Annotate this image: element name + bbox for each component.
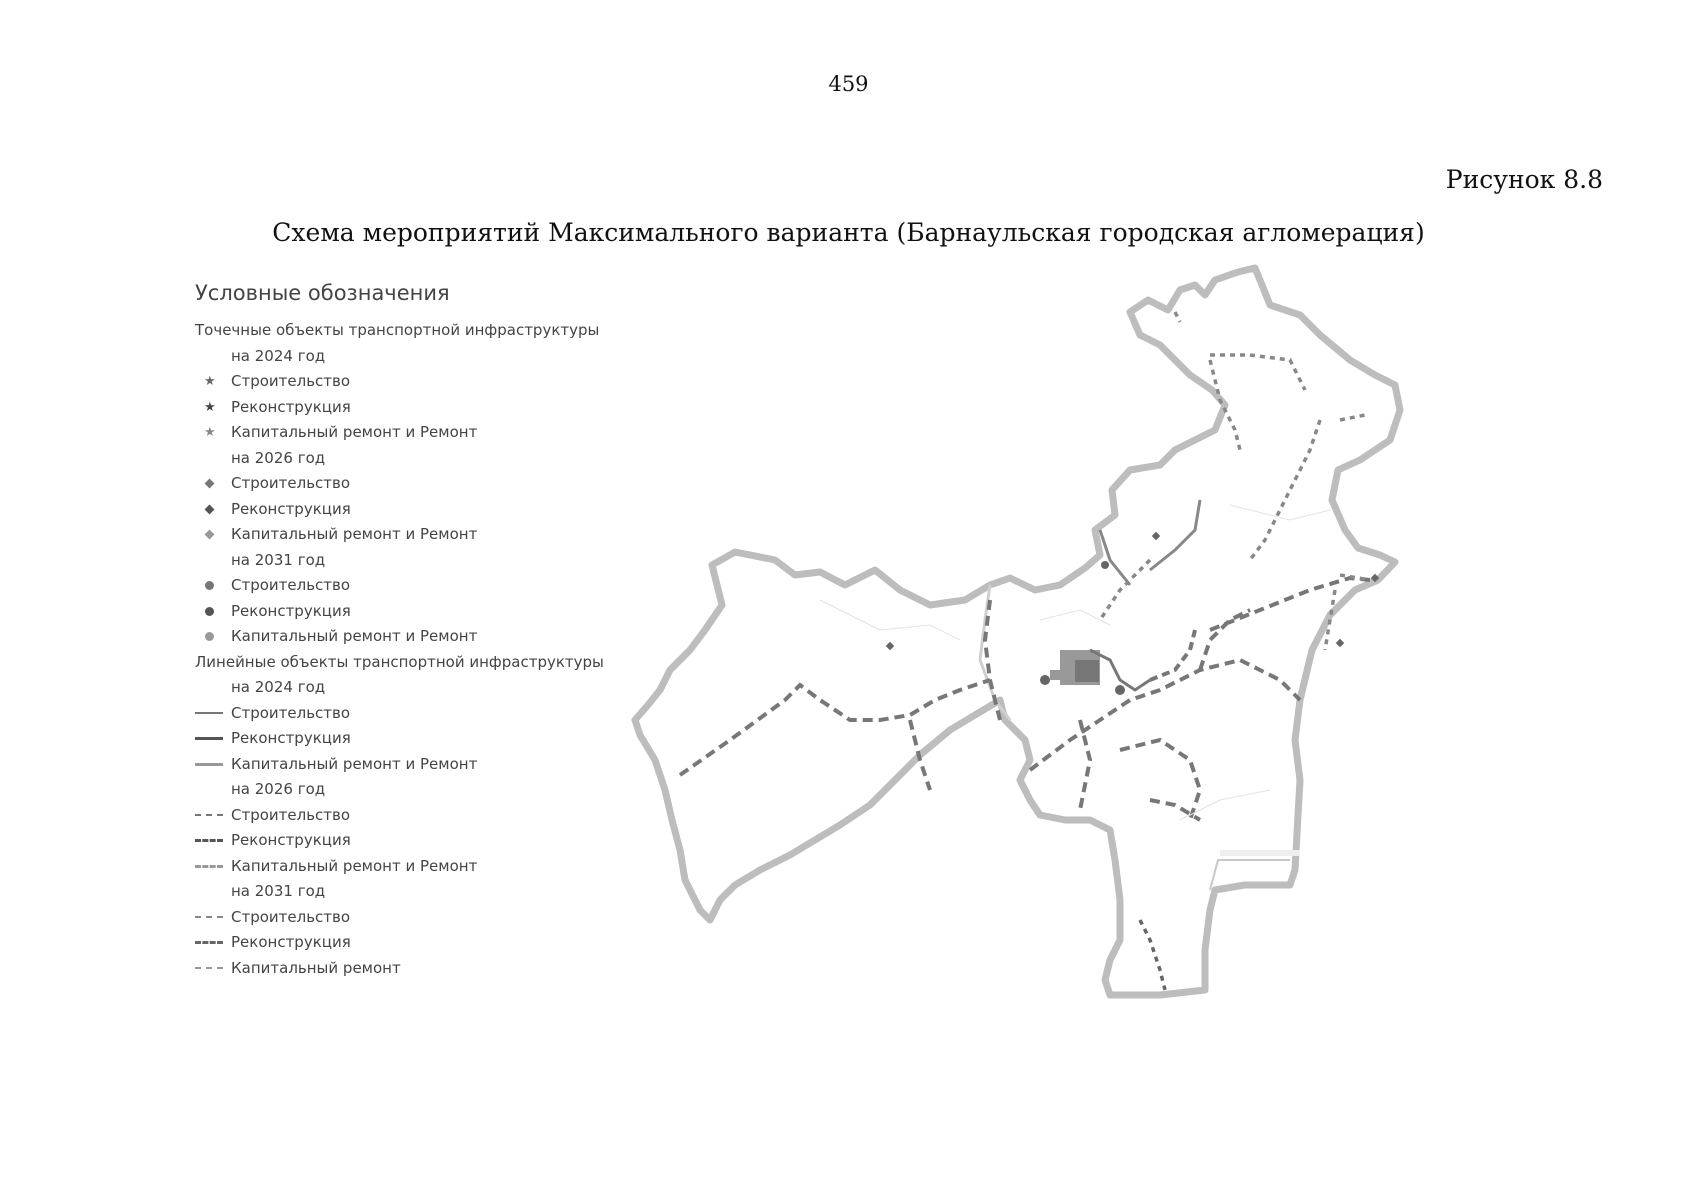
legend-point-2026-reconstruction (195, 497, 615, 523)
diamond-symbol-icon (205, 479, 215, 489)
page-number: 459 (828, 72, 869, 96)
legend-item-label: Реконструкция (231, 729, 351, 747)
legend-item-label: Капитальный ремонт и Ремонт (231, 754, 478, 773)
legend-item-label: Строительство (231, 576, 351, 594)
legend-line-group-label: Линейные объекты транспортной инфраструктуры (195, 652, 604, 671)
road-2031-segment (1340, 415, 1365, 420)
legend-line-2024-reconstruction (195, 726, 615, 752)
road-2031-segment (1175, 312, 1180, 322)
agglomeration-boundary (635, 268, 1400, 995)
legend-item-label: Капитальный ремонт и Ремонт (231, 627, 478, 645)
star-symbol-icon: ★ (204, 425, 216, 440)
dot-symbol-icon (205, 632, 214, 641)
legend-item-label: Капитальный ремонт и Ремонт (231, 423, 478, 441)
dashed-line-icon (195, 839, 223, 842)
road-2031-segment (1210, 355, 1305, 390)
star-symbol-icon: ★ (204, 399, 216, 415)
legend-line-2031-reconstruction (195, 930, 615, 956)
legend-line-2026-reconstruction (195, 828, 615, 854)
star-symbol-icon: ★ (204, 374, 216, 389)
road-2026-segment (1080, 720, 1090, 810)
legend-point-2031-repair (195, 624, 615, 650)
legend-line-2031-construction (195, 905, 615, 931)
road-2031-segment (1100, 560, 1150, 620)
diamond-point-icon (1336, 639, 1344, 647)
legend-item-label: Реконструкция (231, 601, 351, 620)
diamond-point-icon (886, 642, 894, 650)
legend-item-label: Строительство (231, 474, 351, 492)
diamond-point-icon (1152, 532, 1160, 540)
road-2026-segment (910, 720, 930, 790)
diamond-symbol-icon (205, 504, 215, 514)
dot-point-icon (1101, 561, 1109, 569)
figure-label: Рисунок 8.8 (1445, 165, 1603, 194)
short-dash-line-icon (195, 941, 223, 944)
legend-point-2024-reconstruction (195, 395, 615, 421)
solid-line-icon (195, 763, 223, 766)
legend-item-label: Строительство (231, 907, 351, 926)
dot-point-icon (1040, 675, 1050, 685)
legend-point-year-2026: на 2026 год (231, 448, 326, 467)
map-legend (195, 280, 615, 981)
dashed-line-icon (195, 865, 223, 868)
legend-title: Условные обозначения (195, 281, 450, 305)
road-2024-segment (1100, 530, 1130, 585)
solid-line-icon (195, 712, 223, 714)
legend-line-year-2031: на 2031 год (231, 882, 326, 900)
figure-title: Схема мероприятий Максимального варианта (Барнаульская городская агломерация) (272, 218, 1425, 247)
legend-item-label: Реконструкция (231, 397, 351, 416)
road-2031-segment (1140, 920, 1165, 990)
legend-item-label: Капитальный ремонт (231, 958, 401, 977)
road-2026-segment (1120, 740, 1200, 820)
legend-item-label: Капитальный ремонт и Ремонт (231, 525, 478, 543)
dot-symbol-icon (205, 581, 214, 590)
road-2026-segment (680, 680, 990, 775)
short-dash-line-icon (195, 916, 223, 918)
dashed-line-icon (195, 814, 223, 816)
legend-line-2026-construction (195, 803, 615, 829)
dot-symbol-icon (205, 607, 214, 616)
legend-item-label: Капитальный ремонт и Ремонт (231, 856, 478, 875)
legend-point-year-2031: на 2031 год (231, 550, 326, 569)
legend-line-2026-repair (195, 854, 615, 880)
legend-line-year-2026: на 2026 год (231, 780, 326, 798)
legend-point-2031-reconstruction (195, 599, 615, 625)
city-center-cluster (1050, 630, 1195, 690)
legend-point-2024-repair (195, 420, 615, 446)
legend-point-2031-construction (195, 573, 615, 599)
road-2026-segment (1210, 578, 1370, 630)
legend-line-2024-construction (195, 701, 615, 727)
legend-point-2026-construction (195, 471, 615, 497)
legend-point-2024-construction (195, 369, 615, 395)
short-dash-line-icon (195, 967, 223, 969)
road-2031-segment (1250, 420, 1320, 560)
legend-point-year-2024: на 2024 год (231, 346, 326, 365)
legend-line-2024-repair (195, 752, 615, 778)
legend-item-label: Реконструкция (231, 499, 351, 518)
legend-item-label: Реконструкция (231, 831, 351, 849)
legend-line-2031-repair (195, 956, 615, 982)
legend-item-label: Строительство (231, 805, 351, 824)
legend-point-2026-repair (195, 522, 615, 548)
legend-line-year-2024: на 2024 год (231, 678, 326, 696)
legend-item-label: Строительство (231, 372, 351, 390)
solid-line-icon (195, 737, 223, 740)
dot-point-icon (1115, 685, 1125, 695)
legend-point-group-label: Точечные объекты транспортной инфраструктуры (195, 321, 600, 339)
legend-item-label: Строительство (231, 703, 351, 722)
diamond-symbol-icon (205, 530, 215, 540)
agglomeration-map (620, 250, 1440, 1010)
legend-item-label: Реконструкция (231, 933, 351, 951)
